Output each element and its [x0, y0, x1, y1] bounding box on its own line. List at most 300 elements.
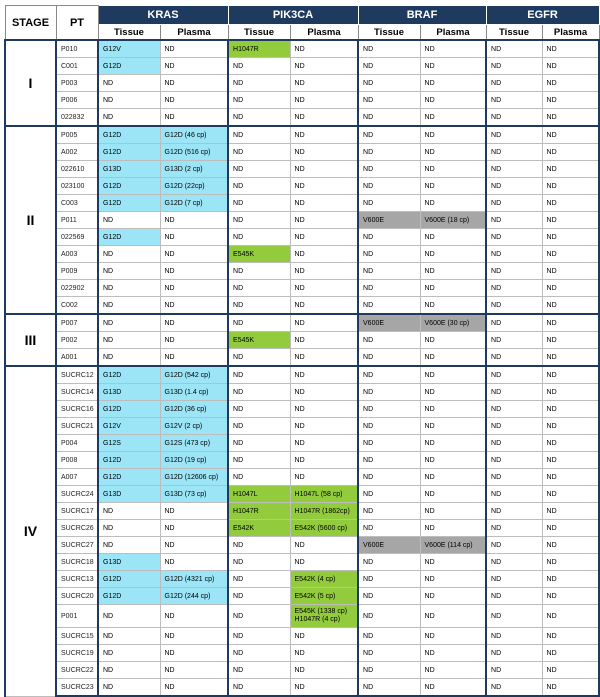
result-cell: G12D (12606 cp) [160, 469, 228, 486]
result-cell: ND [290, 144, 358, 161]
table-row [5, 297, 599, 315]
result-cell: ND [358, 349, 420, 367]
result-cell: ND [160, 109, 228, 127]
result-cell: ND [542, 520, 599, 537]
result-cell: ND [420, 195, 486, 212]
result-cell: ND [542, 229, 599, 246]
result-cell: H1047R [228, 40, 290, 58]
result-cell: ND [290, 401, 358, 418]
result-cell: ND [486, 229, 542, 246]
result-cell: ND [160, 263, 228, 280]
result-cell: ND [420, 349, 486, 367]
result-cell: ND [358, 109, 420, 127]
patient-id: SUCRC17 [56, 503, 98, 520]
result-cell: G13D (73 cp) [160, 486, 228, 503]
table-row [5, 58, 599, 75]
result-cell: ND [542, 195, 599, 212]
result-cell: ND [486, 178, 542, 195]
result-cell: ND [290, 435, 358, 452]
result-cell: ND [486, 366, 542, 384]
result-cell: V600E (30 cp) [420, 314, 486, 332]
result-cell: ND [542, 280, 599, 297]
table-row [5, 469, 599, 486]
result-cell: ND [420, 366, 486, 384]
result-cell: ND [228, 571, 290, 588]
table-row [5, 212, 599, 229]
table-row [5, 40, 599, 58]
patient-id: P009 [56, 263, 98, 280]
result-cell: ND [228, 126, 290, 144]
patient-id: C003 [56, 195, 98, 212]
tissue-header: Tissue [228, 25, 290, 41]
result-cell: ND [290, 349, 358, 367]
table-row [5, 588, 599, 605]
result-cell: ND [542, 452, 599, 469]
result-cell: ND [420, 645, 486, 662]
plasma-header: Plasma [420, 25, 486, 41]
result-cell: ND [358, 571, 420, 588]
result-cell: G12D (19 cp) [160, 452, 228, 469]
result-cell: ND [228, 109, 290, 127]
result-cell: ND [542, 662, 599, 679]
result-cell: ND [486, 588, 542, 605]
tissue-header: Tissue [98, 25, 160, 41]
table-row [5, 679, 599, 697]
result-cell: ND [290, 109, 358, 127]
result-cell: G12V [98, 40, 160, 58]
result-cell: ND [228, 588, 290, 605]
result-cell: G12D (4321 cp) [160, 571, 228, 588]
result-cell: ND [160, 212, 228, 229]
result-cell: ND [486, 554, 542, 571]
result-cell [290, 605, 358, 628]
result-cell: ND [290, 469, 358, 486]
result-cell: ND [358, 503, 420, 520]
result-cell: ND [486, 75, 542, 92]
result-cell: ND [290, 297, 358, 315]
result-cell: ND [486, 628, 542, 645]
result-cell: ND [420, 332, 486, 349]
result-cell: ND [420, 435, 486, 452]
result-cell: ND [290, 40, 358, 58]
result-cell: ND [160, 40, 228, 58]
result-cell: G12S [98, 435, 160, 452]
result-cell: ND [98, 537, 160, 554]
result-cell: ND [98, 297, 160, 315]
result-cell: ND [228, 554, 290, 571]
result-cell: ND [228, 314, 290, 332]
result-cell: ND [486, 520, 542, 537]
result-cell: ND [420, 161, 486, 178]
result-cell: ND [486, 246, 542, 263]
result-cell: E542K (5600 cp) [290, 520, 358, 537]
result-cell: G12S (473 cp) [160, 435, 228, 452]
result-cell: ND [542, 537, 599, 554]
result-cell: ND [228, 75, 290, 92]
patient-id: C002 [56, 297, 98, 315]
table-row [5, 435, 599, 452]
patient-id: A003 [56, 246, 98, 263]
result-cell: ND [420, 263, 486, 280]
result-cell: ND [228, 229, 290, 246]
result-cell: ND [486, 314, 542, 332]
result-cell: ND [420, 40, 486, 58]
result-cell: ND [290, 126, 358, 144]
result-cell: ND [486, 126, 542, 144]
result-cell: ND [358, 246, 420, 263]
result-cell: ND [542, 486, 599, 503]
result-cell: ND [160, 332, 228, 349]
result-cell: V600E [358, 537, 420, 554]
stage-label: I [5, 40, 56, 126]
result-cell: ND [290, 212, 358, 229]
result-cell: V600E [358, 212, 420, 229]
patient-id: P004 [56, 435, 98, 452]
result-cell: H1047R [228, 503, 290, 520]
result-cell: ND [228, 662, 290, 679]
patient-id: P003 [56, 75, 98, 92]
result-cell: V600E (18 cp) [420, 212, 486, 229]
result-line: H1047R (4 cp) [294, 616, 341, 623]
result-cell: G12D [98, 401, 160, 418]
result-cell: ND [290, 679, 358, 697]
result-cell: ND [290, 332, 358, 349]
result-cell: ND [290, 418, 358, 435]
table-row [5, 503, 599, 520]
result-cell: ND [542, 384, 599, 401]
result-cell: V600E [358, 314, 420, 332]
result-cell: ND [542, 58, 599, 75]
result-cell: V600E (114 cp) [420, 537, 486, 554]
result-cell: G13D [98, 486, 160, 503]
table-row [5, 537, 599, 554]
result-cell: ND [420, 452, 486, 469]
table-row [5, 384, 599, 401]
result-cell: ND [290, 280, 358, 297]
result-cell: ND [542, 178, 599, 195]
result-cell: ND [542, 679, 599, 697]
stage-label: IV [5, 366, 56, 696]
result-cell: ND [420, 297, 486, 315]
result-cell: ND [542, 435, 599, 452]
result-cell: ND [98, 645, 160, 662]
table-row [5, 571, 599, 588]
patient-id: SUCRC24 [56, 486, 98, 503]
table-row [5, 554, 599, 571]
result-cell: ND [358, 662, 420, 679]
result-cell: G12D [98, 469, 160, 486]
result-cell: ND [160, 605, 228, 628]
result-cell: ND [542, 418, 599, 435]
result-cell: ND [358, 605, 420, 628]
result-cell: G13D (1.4 cp) [160, 384, 228, 401]
gene-header-row [5, 6, 599, 25]
result-cell: ND [486, 195, 542, 212]
result-cell: ND [290, 92, 358, 109]
result-cell: E545K [228, 246, 290, 263]
result-cell: G13D [98, 384, 160, 401]
result-cell: ND [486, 486, 542, 503]
result-cell: ND [486, 349, 542, 367]
result-cell: ND [420, 58, 486, 75]
patient-id: P011 [56, 212, 98, 229]
result-cell: ND [160, 246, 228, 263]
result-cell: ND [290, 229, 358, 246]
tissue-header: Tissue [486, 25, 542, 41]
result-cell: ND [358, 75, 420, 92]
result-cell: ND [358, 92, 420, 109]
result-cell: ND [486, 109, 542, 127]
result-cell: ND [358, 628, 420, 645]
result-cell: ND [486, 332, 542, 349]
result-cell: ND [358, 418, 420, 435]
result-cell: ND [228, 418, 290, 435]
result-cell: ND [486, 679, 542, 697]
result-cell: ND [160, 554, 228, 571]
result-cell: ND [290, 384, 358, 401]
result-cell: ND [420, 144, 486, 161]
result-cell: ND [98, 349, 160, 367]
result-cell: ND [98, 662, 160, 679]
table-row [5, 366, 599, 384]
result-cell: ND [228, 349, 290, 367]
result-cell: ND [98, 92, 160, 109]
result-cell: ND [228, 297, 290, 315]
result-cell: G13D (2 cp) [160, 161, 228, 178]
result-cell: G12D (516 cp) [160, 144, 228, 161]
result-cell: ND [542, 40, 599, 58]
result-cell: E542K (4 cp) [290, 571, 358, 588]
result-cell: ND [160, 537, 228, 554]
result-cell: ND [542, 332, 599, 349]
result-cell: ND [542, 469, 599, 486]
stage-label: II [5, 126, 56, 314]
result-cell: H1047L [228, 486, 290, 503]
result-cell: ND [486, 645, 542, 662]
gene-header-braf: BRAF [358, 6, 486, 25]
result-cell: ND [486, 144, 542, 161]
result-cell: ND [290, 178, 358, 195]
result-cell: H1047L (58 cp) [290, 486, 358, 503]
table-row [5, 520, 599, 537]
result-cell: ND [290, 75, 358, 92]
result-cell: ND [228, 161, 290, 178]
table-row [5, 314, 599, 332]
result-cell: ND [486, 401, 542, 418]
result-cell: ND [228, 537, 290, 554]
plasma-header: Plasma [160, 25, 228, 41]
result-cell: ND [228, 212, 290, 229]
table-row [5, 645, 599, 662]
patient-id: 022902 [56, 280, 98, 297]
result-cell: E542K (5 cp) [290, 588, 358, 605]
result-cell: ND [358, 280, 420, 297]
result-cell: ND [542, 212, 599, 229]
result-cell: ND [420, 109, 486, 127]
result-cell: ND [358, 435, 420, 452]
result-cell: ND [98, 679, 160, 697]
result-cell: ND [160, 92, 228, 109]
result-cell: ND [420, 588, 486, 605]
result-cell: ND [160, 297, 228, 315]
tissue-header: Tissue [358, 25, 420, 41]
table-row [5, 161, 599, 178]
result-cell: ND [542, 571, 599, 588]
result-cell: E545K [228, 332, 290, 349]
result-cell: ND [420, 503, 486, 520]
result-cell: ND [358, 195, 420, 212]
result-cell: ND [542, 605, 599, 628]
result-cell: ND [420, 662, 486, 679]
result-cell: G12D [98, 452, 160, 469]
result-cell: G12D (36 cp) [160, 401, 228, 418]
result-cell: ND [228, 58, 290, 75]
result-cell: ND [290, 195, 358, 212]
result-cell: ND [542, 628, 599, 645]
result-cell: ND [542, 366, 599, 384]
table-row [5, 144, 599, 161]
result-cell: ND [358, 469, 420, 486]
result-cell: ND [486, 58, 542, 75]
gene-header-kras: KRAS [98, 6, 228, 25]
result-cell: ND [160, 679, 228, 697]
result-cell: ND [98, 628, 160, 645]
result-cell: ND [98, 109, 160, 127]
result-cell: ND [228, 628, 290, 645]
result-cell: ND [486, 537, 542, 554]
patient-id: SUCRC23 [56, 679, 98, 697]
patient-id: P007 [56, 314, 98, 332]
result-cell: ND [228, 645, 290, 662]
result-cell: ND [98, 605, 160, 628]
result-cell: ND [228, 195, 290, 212]
pt-header: PT [56, 6, 98, 41]
result-cell: ND [542, 161, 599, 178]
result-cell: ND [542, 314, 599, 332]
result-cell: ND [486, 605, 542, 628]
patient-id: P010 [56, 40, 98, 58]
result-cell: ND [98, 263, 160, 280]
result-cell: ND [420, 469, 486, 486]
result-cell: ND [486, 212, 542, 229]
result-cell: ND [228, 605, 290, 628]
result-cell: ND [98, 503, 160, 520]
result-cell: ND [486, 263, 542, 280]
plasma-header: Plasma [542, 25, 599, 41]
result-cell: ND [358, 452, 420, 469]
result-cell: ND [486, 503, 542, 520]
result-cell: ND [160, 662, 228, 679]
result-cell: ND [290, 537, 358, 554]
result-cell: ND [290, 628, 358, 645]
table-row [5, 92, 599, 109]
result-cell: G12D (22cp) [160, 178, 228, 195]
result-cell: G12D [98, 229, 160, 246]
result-cell: ND [358, 554, 420, 571]
result-cell: ND [98, 332, 160, 349]
result-cell: ND [486, 469, 542, 486]
result-line: E545K (1338 cp) [294, 608, 348, 615]
result-cell: ND [420, 571, 486, 588]
table-row [5, 109, 599, 127]
result-cell: ND [228, 679, 290, 697]
result-cell: ND [98, 280, 160, 297]
result-cell: H1047R (1862cp) [290, 503, 358, 520]
result-cell: G12D [98, 178, 160, 195]
result-cell: ND [98, 520, 160, 537]
result-cell: ND [160, 503, 228, 520]
result-cell: ND [228, 384, 290, 401]
result-cell: E542K [228, 520, 290, 537]
table-row [5, 332, 599, 349]
table-row [5, 263, 599, 280]
result-cell: ND [160, 520, 228, 537]
patient-id: 022832 [56, 109, 98, 127]
result-cell: ND [486, 452, 542, 469]
table-row [5, 486, 599, 503]
result-cell: ND [160, 58, 228, 75]
result-cell: G12D [98, 58, 160, 75]
result-cell: ND [358, 645, 420, 662]
table-row [5, 126, 599, 144]
result-cell: ND [290, 366, 358, 384]
patient-id: SUCRC27 [56, 537, 98, 554]
result-cell: ND [98, 212, 160, 229]
result-cell: G13D [98, 554, 160, 571]
result-cell: ND [358, 126, 420, 144]
result-cell: ND [542, 401, 599, 418]
gene-header-pik3ca: PIK3CA [228, 6, 358, 25]
result-cell: ND [228, 92, 290, 109]
result-cell: ND [420, 92, 486, 109]
result-cell: ND [228, 263, 290, 280]
patient-id: P002 [56, 332, 98, 349]
result-cell: ND [290, 554, 358, 571]
table-row [5, 605, 599, 628]
result-cell: G13D [98, 161, 160, 178]
table-row [5, 418, 599, 435]
result-cell: ND [160, 75, 228, 92]
result-cell: ND [542, 263, 599, 280]
table-row [5, 349, 599, 367]
result-cell: G12V [98, 418, 160, 435]
result-cell: ND [420, 486, 486, 503]
result-cell: ND [290, 161, 358, 178]
patient-id: P001 [56, 605, 98, 628]
result-cell: ND [358, 161, 420, 178]
result-cell: ND [542, 144, 599, 161]
patient-id: P008 [56, 452, 98, 469]
result-cell: ND [290, 246, 358, 263]
result-cell: ND [420, 554, 486, 571]
result-cell: ND [358, 229, 420, 246]
result-cell: ND [486, 40, 542, 58]
result-cell: ND [542, 126, 599, 144]
result-cell: ND [542, 645, 599, 662]
patient-id: P006 [56, 92, 98, 109]
patient-id: 023100 [56, 178, 98, 195]
result-cell: ND [228, 366, 290, 384]
table-row [5, 452, 599, 469]
result-cell: ND [542, 92, 599, 109]
result-cell: G12D [98, 195, 160, 212]
result-cell: ND [228, 178, 290, 195]
result-cell: G12D [98, 144, 160, 161]
patient-id: SUCRC12 [56, 366, 98, 384]
patient-id: SUCRC20 [56, 588, 98, 605]
result-cell: ND [228, 469, 290, 486]
result-cell: ND [420, 75, 486, 92]
